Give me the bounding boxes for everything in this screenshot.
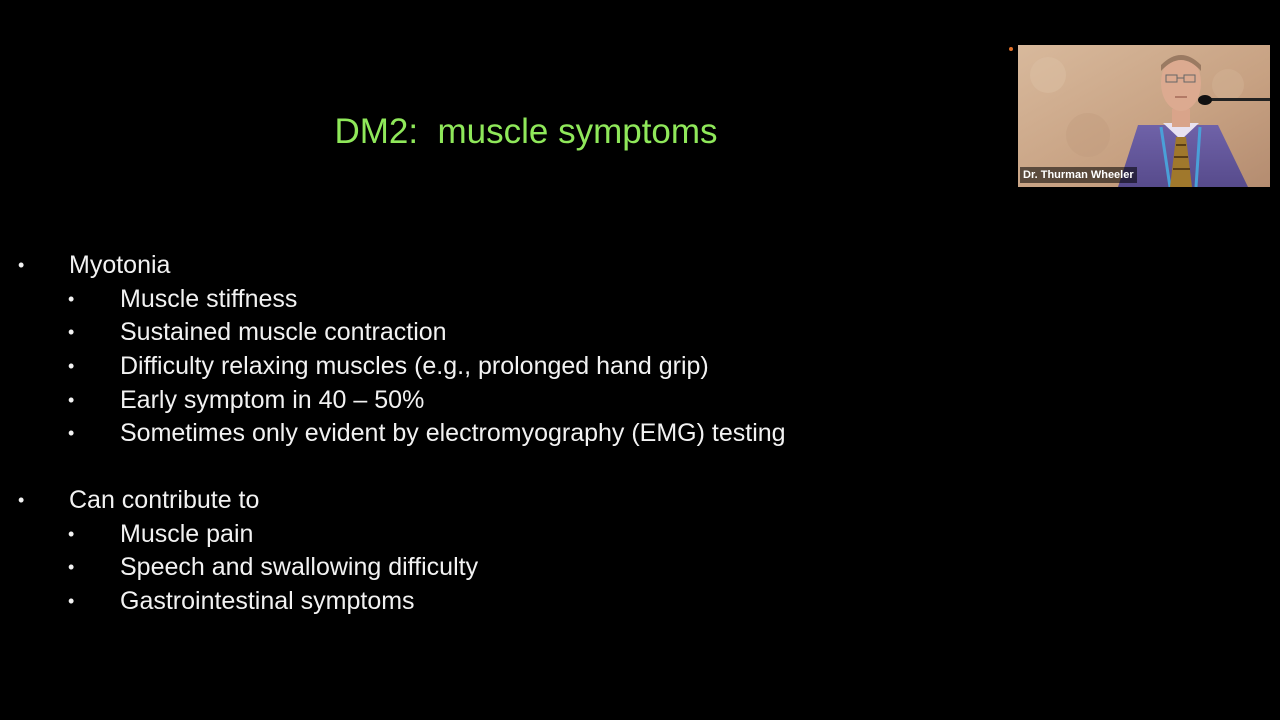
bullet-glyph: •	[68, 423, 75, 443]
speaker-video-feed	[1018, 45, 1270, 187]
sub-bullet-text: Sometimes only evident by electromyography (EMG) testing	[120, 419, 786, 447]
sub-bullet-text: Gastrointestinal symptoms	[120, 587, 415, 615]
bullet-glyph: •	[68, 322, 75, 342]
sub-bullet-text: Speech and swallowing difficulty	[120, 553, 479, 581]
sub-bullet-text: Muscle pain	[120, 520, 254, 548]
sub-bullet-text: Early symptom in 40 – 50%	[120, 386, 425, 414]
sub-bullet-text: Difficulty relaxing muscles (e.g., prolonged hand grip)	[120, 352, 709, 380]
bullet-glyph: •	[68, 591, 75, 611]
bullet-glyph: •	[18, 490, 25, 510]
bullet-glyph: •	[68, 390, 75, 410]
speaker-video-tile[interactable]	[1018, 45, 1270, 187]
slide-title: DM2: muscle symptoms	[334, 112, 718, 151]
bullet-glyph: •	[68, 524, 75, 544]
bullet-glyph: •	[18, 255, 25, 275]
recording-indicator-dot	[1009, 47, 1013, 51]
bullet-text: Can contribute to	[69, 486, 260, 514]
sub-bullet-text: Muscle stiffness	[120, 285, 298, 313]
bullet-glyph: •	[68, 557, 75, 577]
bullet-text: Myotonia	[69, 251, 171, 279]
sub-bullet-text: Sustained muscle contraction	[120, 318, 447, 346]
bullet-glyph: •	[68, 356, 75, 376]
speaker-name-label: Dr. Thurman Wheeler	[1020, 167, 1137, 183]
bullet-glyph: •	[68, 289, 75, 309]
